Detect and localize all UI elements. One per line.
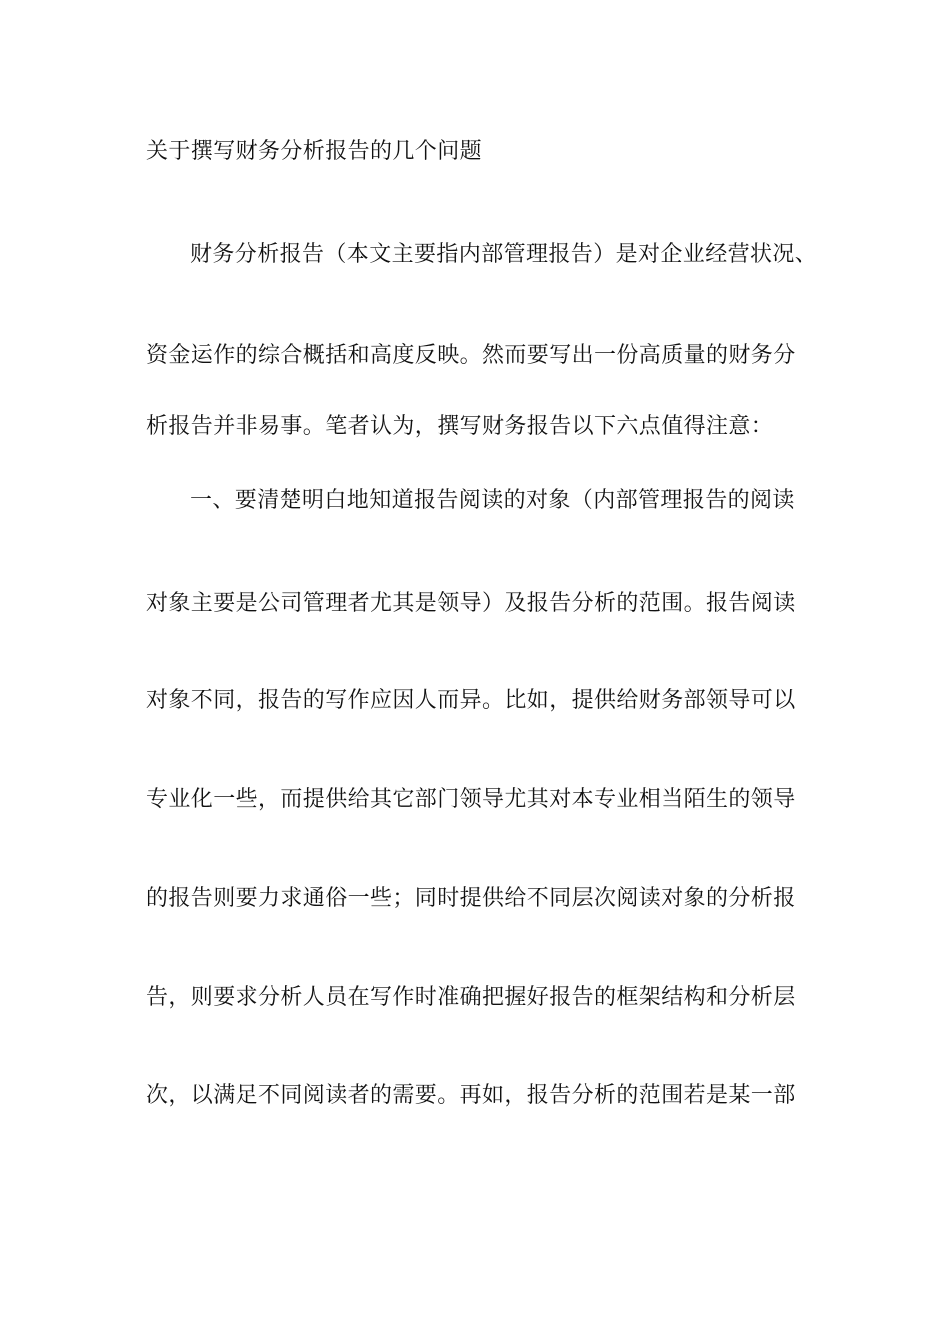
- paragraph-2-line-4: 专业化一些，而提供给其它部门领导尤其对本专业相当陌生的领导: [146, 787, 796, 812]
- document-title: 关于撰写财务分析报告的几个问题: [146, 139, 483, 164]
- paragraph-2-line-6: 告，则要求分析人员在写作时准确把握好报告的框架结构和分析层: [146, 985, 796, 1010]
- paragraph-2-line-3: 对象不同，报告的写作应因人而异。比如，提供给财务部领导可以: [146, 688, 796, 713]
- paragraph-2-line-7: 次，以满足不同阅读者的需要。再如，报告分析的范围若是某一部: [146, 1083, 796, 1108]
- paragraph-2-line-5: 的报告则要力求通俗一些；同时提供给不同层次阅读对象的分析报: [146, 886, 796, 911]
- paragraph-2-line-2: 对象主要是公司管理者尤其是领导）及报告分析的范围。报告阅读: [146, 591, 796, 616]
- paragraph-1-line-1: 财务分析报告（本文主要指内部管理报告）是对企业经营状况、: [190, 242, 818, 267]
- paragraph-1-line-2: 资金运作的综合概括和高度反映。然而要写出一份高质量的财务分: [146, 343, 796, 368]
- paragraph-1-line-3: 析报告并非易事。笔者认为，撰写财务报告以下六点值得注意：: [146, 414, 774, 439]
- paragraph-2-line-1: 一、要清楚明白地知道报告阅读的对象（内部管理报告的阅读: [190, 488, 795, 513]
